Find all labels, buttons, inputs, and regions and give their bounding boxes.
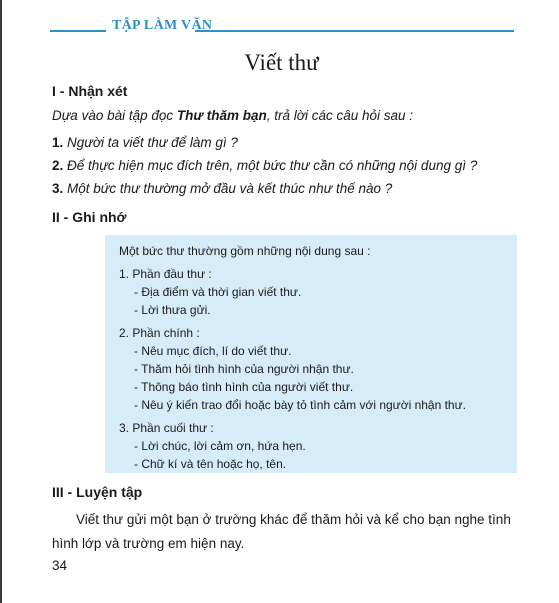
question-number: 2. <box>52 158 64 173</box>
question-1 <box>52 135 238 150</box>
section-heading-practice: III - Luyện tập <box>52 484 143 500</box>
question-3 <box>52 181 392 196</box>
memo-item: - Lời chúc, lời cảm ơn, hứa hẹn. <box>134 439 306 453</box>
section-intro <box>52 108 413 123</box>
intro-suffix: , trả lời các câu hỏi sau : <box>266 108 414 123</box>
memo-part-title: 2. Phần chính : <box>119 326 200 340</box>
page-number: 34 <box>52 558 68 573</box>
question-number: 3. <box>52 181 64 196</box>
memo-intro: Một bức thư thường gồm những nội dung sau : <box>119 244 371 258</box>
intro-prefix: Dựa vào bài tập đọc <box>52 108 177 123</box>
memo-part-title: 3. Phần cuối thư : <box>119 421 214 435</box>
section-heading-observation: I - Nhận xét <box>52 83 128 99</box>
memo-item: - Địa điểm và thời gian viết thư. <box>134 285 302 299</box>
header-rule-right <box>195 30 514 32</box>
practice-exercise <box>52 508 522 556</box>
lesson-title: Viết thư <box>244 50 319 75</box>
memo-item: - Chữ kí và tên hoặc họ, tên. <box>134 457 287 471</box>
memo-item: - Nêu ý kiến trao đổi hoặc bày tỏ tình cảm với người nhận thư. <box>134 398 466 412</box>
reading-title: Thư thăm bạn <box>176 108 267 123</box>
question-text: Người ta viết thư để làm gì ? <box>67 135 238 150</box>
memo-item: - Thông báo tình hình của người viết thư. <box>134 380 354 394</box>
section-heading-memo: II - Ghi nhớ <box>52 209 127 225</box>
memo-item: - Thăm hỏi tình hình của người nhận thư. <box>134 362 354 376</box>
chapter-label: TẬP LÀM VĂN <box>112 18 213 33</box>
exercise-text: Viết thư gửi một bạn ở trường khác để thăm hỏi và kể cho bạn nghe tình hình lớp và trường em hiện nay. <box>52 512 511 551</box>
memo-item: - Nêu mục đích, lí do viết thư. <box>134 344 292 358</box>
header-rule-left <box>50 30 106 32</box>
memo-item: - Lời thưa gửi. <box>134 303 211 317</box>
question-text: Để thực hiện mục đích trên, một bức thư cần có những nội dung gì ? <box>67 158 478 173</box>
question-2 <box>52 158 477 173</box>
chapter-header <box>50 18 514 34</box>
question-text: Một bức thư thường mở đầu và kết thúc như thế nào ? <box>67 181 393 196</box>
memo-box <box>105 235 517 473</box>
question-number: 1. <box>52 135 64 150</box>
memo-part-title: 1. Phần đầu thư : <box>119 267 212 281</box>
